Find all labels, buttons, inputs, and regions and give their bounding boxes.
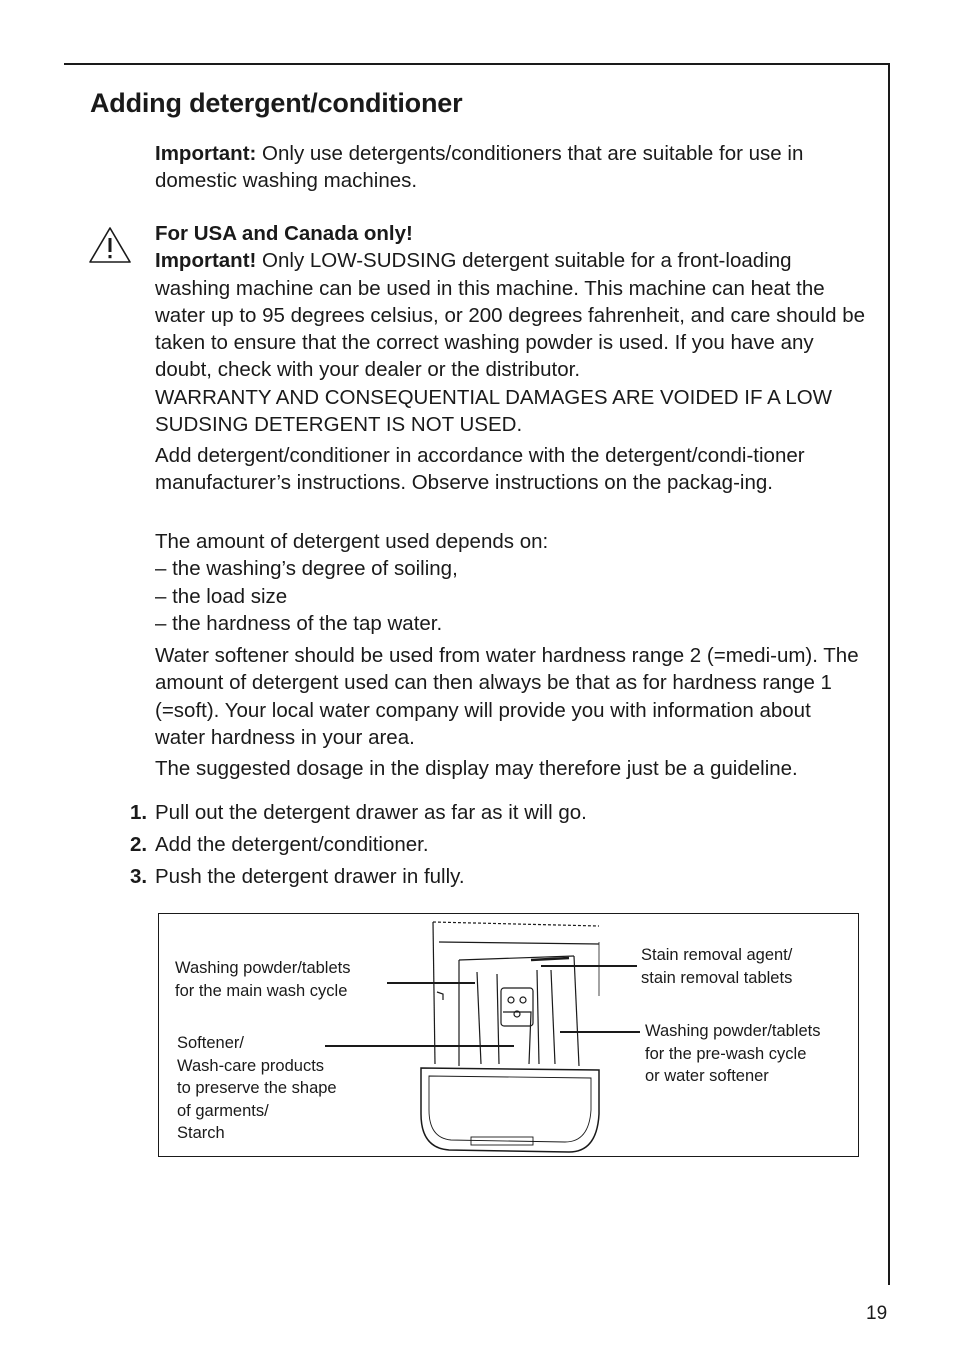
right-margin-rule <box>888 63 890 1285</box>
label-prewash: Washing powder/tablets for the pre-wash cycle or water softener <box>645 1022 821 1086</box>
warning-block <box>155 220 865 438</box>
step-item <box>130 861 587 893</box>
warning-title: For USA and Canada only! <box>155 222 413 245</box>
step-item <box>130 797 587 829</box>
top-rule <box>64 63 890 65</box>
amount-item: – the load size <box>155 584 288 608</box>
add-paragraph-text: Add detergent/conditioner in accordance with the detergent/condi-tioner manufacturer’s instructions. Observe instructions on the packag-ing. <box>155 444 805 495</box>
intro-paragraph <box>155 140 865 195</box>
steps-list <box>130 797 587 893</box>
label-stain-removal: Stain removal agent/ stain removal tablets <box>641 946 793 987</box>
page-title: Adding detergent/conditioner <box>90 88 463 118</box>
dosage-paragraph <box>155 755 865 782</box>
amount-intro: The amount of detergent used depends on: <box>155 530 549 553</box>
warning-triangle-icon <box>88 226 132 264</box>
amount-item: – the washing’s degree of soiling, <box>155 557 458 581</box>
warning-caps: WARRANTY AND CONSEQUENTIAL DAMAGES ARE VOIDED IF A LOW SUDSING DETERGENT IS NOT USED. <box>155 385 833 437</box>
step-text: Pull out the detergent drawer as far as it will go. <box>155 801 587 824</box>
intro-text: Only use detergents/conditioners that are suitable for use in domestic washing machines. <box>155 142 804 193</box>
label-main-wash: Washing powder/tablets for the main wash cycle <box>175 959 351 1000</box>
step-number: 2. <box>130 833 148 856</box>
warning-text: Only LOW-SUDSING detergent suitable for a front-loading washing machine can be used in this machine. This machine can heat the water up to 95 degrees celsius, or 200 degrees fahrenheit, and care should be taken to ensure that the correct washing powder is used. If you have any doubt, check with your dealer or the distributor. <box>155 249 865 382</box>
step-number: 3. <box>130 865 148 888</box>
amount-item: – the hardness of the tap water. <box>155 611 443 635</box>
warning-label: Important! <box>155 249 257 273</box>
softener-paragraph-text: Water softener should be used from water hardness range 2 (=medi-um). The amount of detergent used can then always be that as for hardness range 1 (=soft). Your local water company will provide you with information about water hardness in your area. <box>155 644 859 749</box>
amount-list <box>155 528 865 637</box>
step-text: Push the detergent drawer in fully. <box>155 865 465 888</box>
softener-paragraph <box>155 642 865 751</box>
step-item <box>130 829 587 861</box>
intro-label: Important: <box>155 142 257 165</box>
step-number: 1. <box>130 801 148 824</box>
add-paragraph <box>155 442 865 497</box>
label-softener: Softener/ Wash-care products to preserve the shape of garments/ Starch <box>177 1034 337 1143</box>
detergent-drawer-figure <box>158 913 859 1157</box>
step-text: Add the detergent/conditioner. <box>155 833 429 856</box>
drawer-illustration <box>159 914 859 1157</box>
dosage-paragraph-text: The suggested dosage in the display may therefore just be a guideline. <box>155 757 798 780</box>
page-number: 19 <box>866 1303 888 1324</box>
